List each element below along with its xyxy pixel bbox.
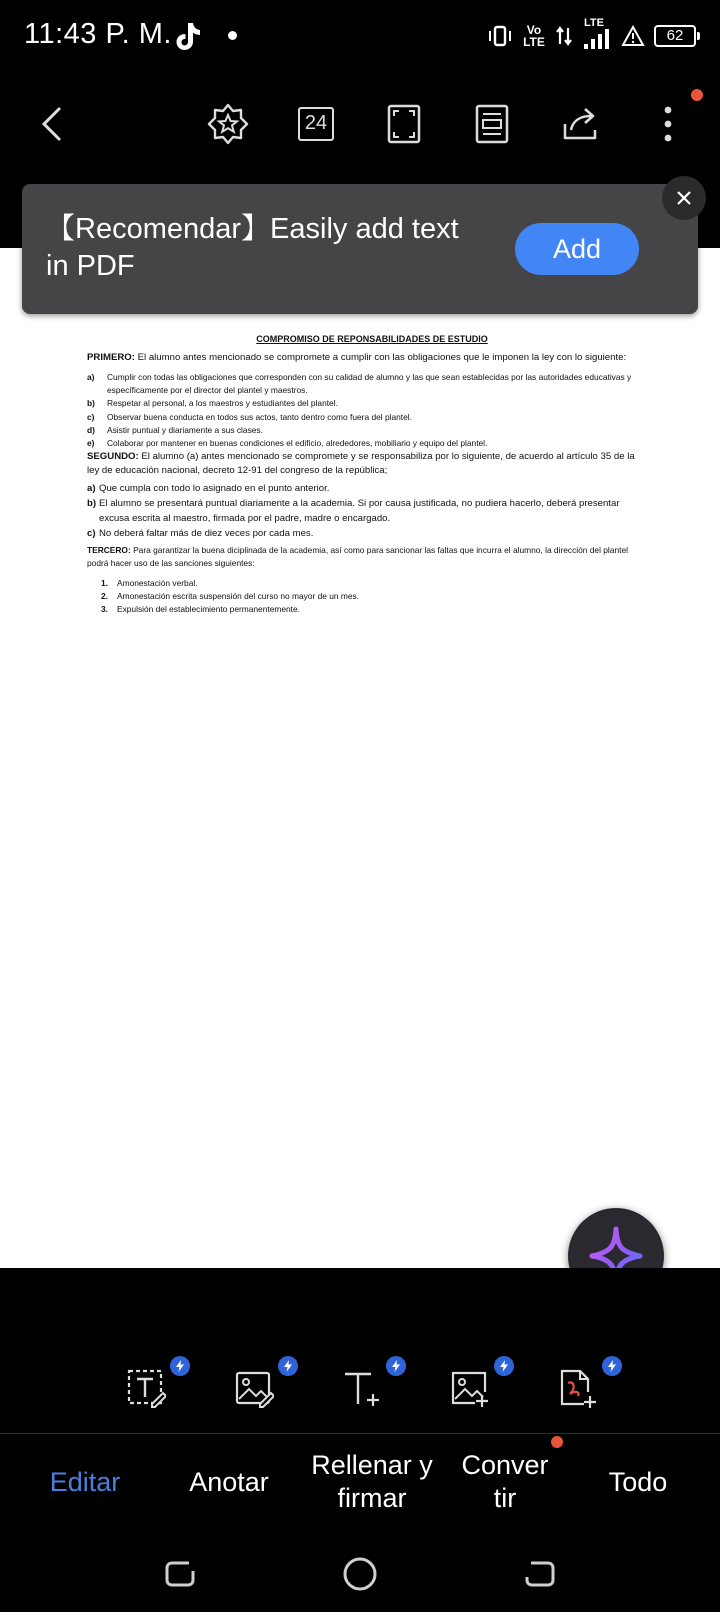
pdf-page[interactable] xyxy=(0,248,720,1268)
list-text: El alumno se presentará puntual diariamente a la academia. Si por causa justificada, no pudiera hacerlo, deberá presentar excusa escrita al maestro, firmada por el padre, madre o encargado. xyxy=(99,498,620,525)
tab-label-line2: tir xyxy=(493,1483,517,1513)
data-arrows-icon xyxy=(555,24,573,48)
segundo-text: El alumno (a) antes mencionado se compromete y se responsabiliza por lo siguiente, de acuerdo al artículo 35 de la ley de educación nacional, decreto 12-91 del congreso de la república; xyxy=(87,451,635,477)
edit-text-icon[interactable] xyxy=(126,1368,166,1408)
tab-label-line1: Conver xyxy=(461,1450,549,1480)
list-text: Amonestación verbal. xyxy=(117,577,198,588)
add-text-icon[interactable] xyxy=(342,1368,382,1408)
lte-label: LTE xyxy=(584,17,604,29)
list-text: Respetar al personal, a los maestros y estudiantes del plantel. xyxy=(107,398,338,409)
list-key: a) xyxy=(87,372,95,382)
notification-dot xyxy=(228,31,237,40)
status-icons xyxy=(487,17,696,52)
list-key: b) xyxy=(87,398,95,409)
close-banner-button[interactable] xyxy=(662,176,706,220)
document-title: COMPROMISO DE REPONSABILIDADES DE ESTUDIO xyxy=(256,334,488,344)
tercero-paragraph xyxy=(87,544,637,570)
fullscreen-icon xyxy=(387,104,421,144)
tercero-list xyxy=(101,577,637,617)
list-item xyxy=(87,496,637,526)
list-key: 1. xyxy=(101,577,108,588)
tab-convertir[interactable] xyxy=(450,1434,560,1530)
page-number-button[interactable] xyxy=(288,96,344,152)
add-image-icon[interactable] xyxy=(450,1368,490,1408)
signal-icon xyxy=(582,17,612,51)
document-content xyxy=(87,334,637,616)
page-number: 24 xyxy=(304,112,328,134)
edit-tools-row xyxy=(0,1268,720,1434)
more-icon xyxy=(662,104,674,144)
primero-text: El alumno antes mencionado se compromete a cumplir con las obligaciones que le imponen la ley con lo siguiente: xyxy=(134,352,627,363)
list-text: No deberá faltar más de diez veces por cada mes. xyxy=(99,528,314,540)
segundo-list xyxy=(87,481,637,541)
back-button[interactable] xyxy=(24,96,80,152)
list-key: e) xyxy=(87,438,95,449)
list-item xyxy=(87,437,637,450)
lightning-icon xyxy=(390,1360,402,1372)
list-text: Colaborar por mantener en buenas condiciones el edificio, alrededores, mobiliario y equipo del plantel. xyxy=(107,438,488,449)
more-notification-dot xyxy=(691,89,703,101)
tercero-text: Para garantizar la buena diciplinada de la academia, así como para sancionar las faltas que incurra el alumno, la dirección del plantel podrá hacer uso de las sanciones siguientes: xyxy=(87,545,628,569)
tab-editar[interactable] xyxy=(28,1434,142,1530)
segundo-label: SEGUNDO: xyxy=(87,451,139,463)
promo-banner xyxy=(22,184,698,314)
vibrate-icon xyxy=(487,24,513,48)
primero-list xyxy=(87,371,637,450)
more-button[interactable] xyxy=(640,96,696,152)
list-key: d) xyxy=(87,424,95,435)
list-item xyxy=(87,526,637,541)
tercero-label: TERCERO: xyxy=(87,545,131,556)
reading-mode-button[interactable] xyxy=(464,96,520,152)
list-text: Asistir puntual y diariamente a sus clases. xyxy=(107,424,263,435)
fullscreen-button[interactable] xyxy=(376,96,432,152)
tab-todo[interactable] xyxy=(584,1434,692,1530)
lightning-icon xyxy=(174,1360,186,1372)
premium-badge xyxy=(602,1356,622,1376)
share-button[interactable] xyxy=(552,96,608,152)
primero-paragraph xyxy=(87,351,637,365)
lightning-icon xyxy=(282,1360,294,1372)
tab-label-line1: Rellenar y xyxy=(311,1450,433,1480)
premium-badge xyxy=(494,1356,514,1376)
list-item xyxy=(87,481,637,496)
list-item xyxy=(87,397,637,410)
list-item xyxy=(101,603,637,616)
tab-label: Anotar xyxy=(189,1466,269,1497)
tab-anotar[interactable] xyxy=(170,1434,288,1530)
premium-badge xyxy=(386,1356,406,1376)
reading-mode-icon xyxy=(475,104,509,144)
promo-text: 【Recomendar】Easily add text in PDF xyxy=(46,213,459,282)
list-item xyxy=(101,590,637,603)
tiktok-icon xyxy=(172,20,202,52)
pdf-sign-icon[interactable] xyxy=(558,1368,598,1408)
bottom-tab-bar xyxy=(0,1434,720,1544)
list-key: a) xyxy=(87,483,96,495)
lightning-icon xyxy=(606,1360,618,1372)
share-icon xyxy=(559,104,601,144)
favorite-button[interactable] xyxy=(200,96,256,152)
close-icon xyxy=(676,190,692,206)
tab-rellenar-y-firmar[interactable] xyxy=(300,1434,444,1530)
premium-badge xyxy=(170,1356,190,1376)
back-nav-button[interactable] xyxy=(516,1550,564,1598)
page-number-icon xyxy=(298,107,334,141)
back-nav-icon xyxy=(523,1557,557,1591)
list-key: 3. xyxy=(101,604,108,615)
tab-label-line2: firmar xyxy=(337,1483,407,1513)
battery-indicator xyxy=(654,25,696,47)
tab-label: Editar xyxy=(49,1466,121,1497)
alert-icon xyxy=(621,25,645,47)
convertir-notification-dot xyxy=(551,1436,563,1448)
segundo-paragraph xyxy=(87,450,637,478)
list-item xyxy=(87,424,637,437)
tab-label: Todo xyxy=(608,1466,668,1497)
status-bar xyxy=(0,0,720,72)
list-item xyxy=(101,577,637,590)
system-nav-bar xyxy=(0,1544,720,1612)
edit-image-icon[interactable] xyxy=(234,1368,274,1408)
list-text: Expulsión del establecimiento permanentemente. xyxy=(117,604,300,615)
list-text: Cumplir con todas las obligaciones que corresponden con su calidad de alumno y las que sean establecidas por las autoridades educativas y específicamente por el director del plantel y maestros. xyxy=(107,372,632,396)
list-text: Amonestación escrita suspensión del curso no mayor de un mes. xyxy=(117,590,360,601)
list-key: b) xyxy=(87,498,97,510)
volte-indicator: Vo LTE xyxy=(523,23,545,49)
list-item xyxy=(87,371,637,397)
home-button[interactable] xyxy=(336,1550,384,1598)
star-badge-icon xyxy=(206,102,250,146)
list-key: c) xyxy=(87,528,96,540)
list-key: 2. xyxy=(101,590,108,601)
back-icon xyxy=(38,104,66,144)
list-text: Que cumpla con todo lo asignado en el punto anterior. xyxy=(99,483,330,495)
list-text: Observar buena conducta en todos sus actos, tanto dentro como fuera del plantel. xyxy=(107,411,412,422)
premium-badge xyxy=(278,1356,298,1376)
list-item xyxy=(87,411,637,424)
add-button[interactable]: Add xyxy=(515,223,639,275)
home-icon xyxy=(342,1556,378,1592)
recents-icon xyxy=(163,1557,197,1591)
battery-level: 62 xyxy=(666,27,684,44)
lightning-icon xyxy=(498,1360,510,1372)
status-time: 11:43 P. M. xyxy=(24,18,172,50)
list-key: c) xyxy=(87,411,95,422)
recents-button[interactable] xyxy=(156,1550,204,1598)
primero-label: PRIMERO: xyxy=(87,352,135,363)
